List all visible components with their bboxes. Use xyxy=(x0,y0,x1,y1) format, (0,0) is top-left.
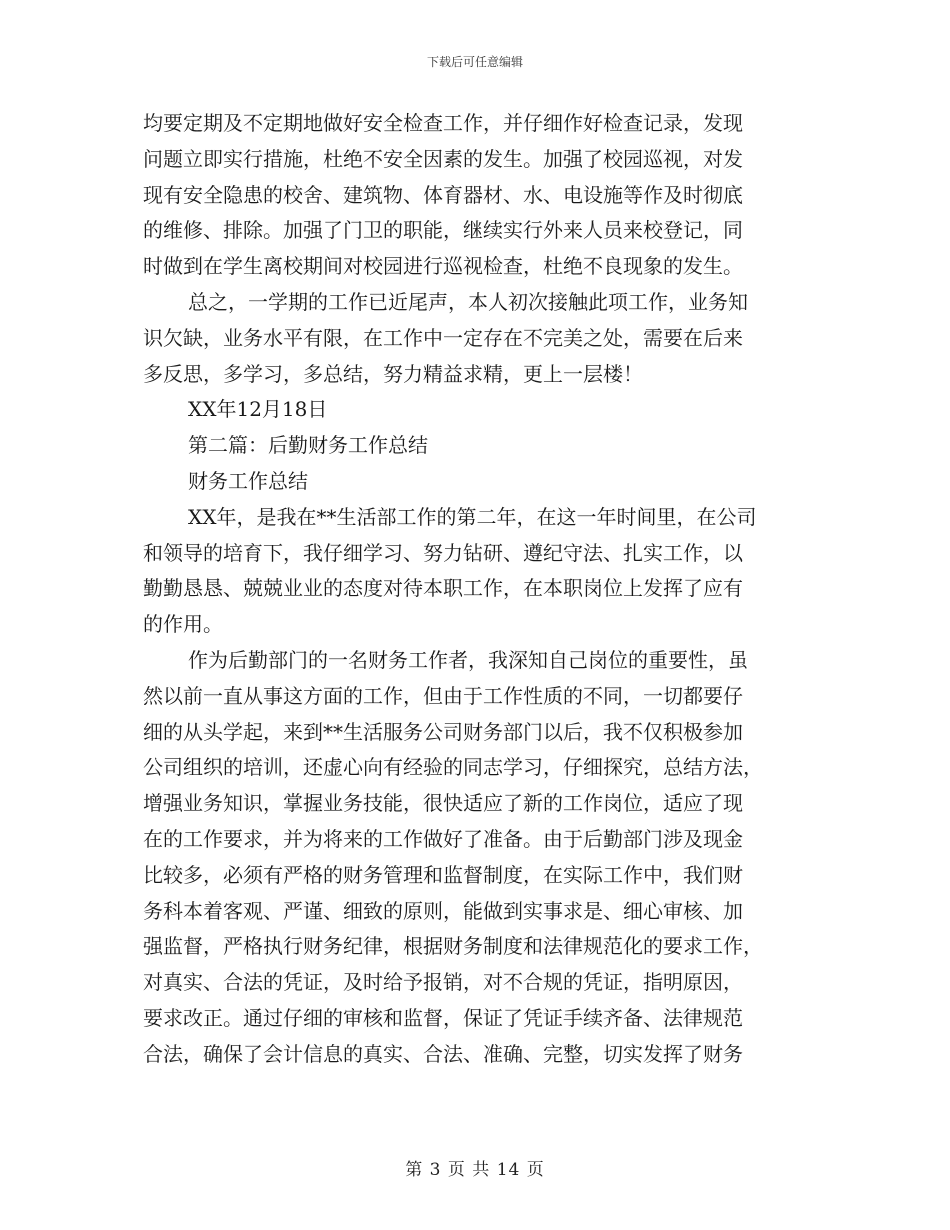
text-line: 作为后勤部门的一名财务工作者，我深知自己岗位的重要性，虽 xyxy=(188,647,748,672)
text-line: 多反思，多学习，多总结，努力精益求精，更上一层楼！ xyxy=(143,361,643,386)
text-line: 问题立即实行措施，杜绝不安全因素的发生。加强了校园巡视，对发 xyxy=(143,146,743,171)
text-line: 财务工作总结 xyxy=(188,468,308,493)
text-line: 均要定期及不定期地做好安全检查工作，并仔细作好检查记录，发现 xyxy=(143,111,743,135)
text-line: 的维修、排除。加强了门卫的职能，继续实行外来人员来校登记，同 xyxy=(143,218,743,243)
document-body xyxy=(143,106,803,1073)
text-line: 增强业务知识，掌握业务技能，很快适应了新的工作岗位，适应了现 xyxy=(143,791,743,816)
text-line: XX年12月18日 xyxy=(188,397,328,422)
page-header: 下载后可任意编辑 xyxy=(426,55,523,69)
page-footer: 第 3 页 共 14 页 xyxy=(405,1160,545,1180)
text-line: 对真实、合法的凭证，及时给予报销，对不合规的凭证，指明原因， xyxy=(143,970,743,995)
text-line: 现有安全隐患的校舍、建筑物、体育器材、水、电设施等作及时彻底 xyxy=(143,182,743,207)
text-line: 合法，确保了会计信息的真实、合法、准确、完整，切实发挥了财务 xyxy=(143,1041,743,1066)
text-line: 时做到在学生离校期间对校园进行巡视检查，杜绝不良现象的发生。 xyxy=(143,254,743,279)
text-line: 要求改正。通过仔细的审核和监督，保证了凭证手续齐备、法律规范 xyxy=(143,1005,743,1030)
text-line: 务科本着客观、严谨、细致的原则，能做到实事求是、细心审核、加 xyxy=(143,898,743,923)
text-line: 勤勤恳恳、兢兢业业的态度对待本职工作，在本职岗位上发挥了应有 xyxy=(143,576,743,601)
text-line: 总之，一学期的工作已近尾声，本人初次接触此项工作，业务知 xyxy=(188,289,748,314)
text-line: 第二篇：后勤财务工作总结 xyxy=(188,433,428,458)
text-line: 的作用。 xyxy=(143,612,223,637)
text-line: 识欠缺，业务水平有限，在工作中一定存在不完美之处，需要在后来 xyxy=(143,325,743,350)
text-line: 和领导的培育下，我仔细学习、努力钻研、遵纪守法、扎实工作，以 xyxy=(143,540,743,565)
text-line: 在的工作要求，并为将来的工作做好了准备。由于后勤部门涉及现金 xyxy=(143,826,743,851)
text-line: XX年，是我在**生活部工作的第二年，在这一年时间里，在公司 xyxy=(188,504,757,529)
text-line: 细的从头学起，来到**生活服务公司财务部门以后，我不仅积极参加 xyxy=(143,719,743,744)
text-line: 公司组织的培训，还虚心向有经验的同志学习，仔细探究，总结方法， xyxy=(143,755,763,780)
text-line: 比较多，必须有严格的财务管理和监督制度，在实际工作中，我们财 xyxy=(143,862,743,887)
text-line: 然以前一直从事这方面的工作，但由于工作性质的不同，一切都要仔 xyxy=(143,683,743,708)
text-line: 强监督，严格执行财务纪律，根据财务制度和法律规范化的要求工作， xyxy=(143,934,763,959)
